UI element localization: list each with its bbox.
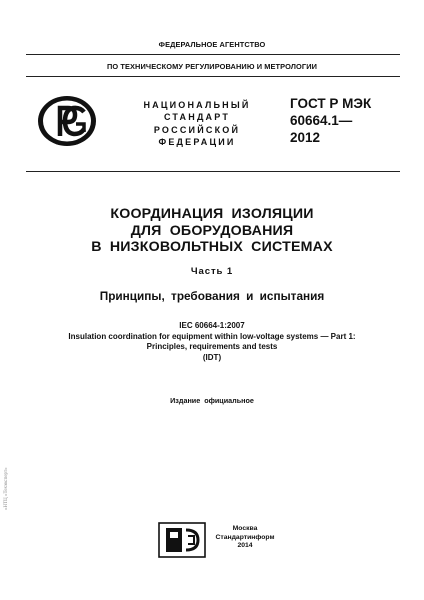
header-divider-top	[26, 54, 400, 55]
standard-type-line1: НАЦИОНАЛЬНЫЙ	[143, 100, 251, 110]
title-line2: ДЛЯ ОБОРУДОВАНИЯ	[130, 222, 294, 239]
publisher-name: Стандартинформ	[215, 533, 275, 541]
publisher-block	[210, 525, 280, 551]
agency-name-line2: ПО ТЕХНИЧЕСКОМУ РЕГУЛИРОВАНИЮ И МЕТРОЛОГИИ	[106, 62, 318, 71]
publisher-year: 2014	[237, 542, 253, 550]
standard-type-block	[134, 99, 260, 149]
edition-label: Издание официальное	[170, 396, 254, 405]
document-title	[0, 206, 424, 256]
title-line3: В НИЗКОВОЛЬТНЫХ СИСТЕМАХ	[91, 239, 333, 255]
designation-divider	[26, 171, 400, 172]
rst-certification-emblem-icon	[36, 94, 98, 148]
iec-line1: IEC 60664-1:2007	[179, 321, 245, 330]
header-divider-bottom	[26, 76, 400, 77]
agency-name-line1: ФЕДЕРАЛЬНОЕ АГЕНТСТВО	[158, 40, 266, 49]
iec-line3: Principles, requirements and tests	[146, 342, 278, 352]
iec-line4: (IDT)	[202, 352, 222, 362]
designation-line3: 2012	[290, 130, 321, 145]
standartinform-logo-icon	[158, 522, 206, 558]
publisher-city: Москва	[232, 525, 258, 532]
standard-type-line4: ФЕДЕРАЦИИ	[158, 137, 236, 148]
standard-type-line2: СТАНДАРТ	[163, 112, 231, 123]
designation-line2: 60664.1—	[290, 113, 353, 128]
title-line1: КООРДИНАЦИЯ ИЗОЛЯЦИИ	[110, 206, 314, 222]
document-subtitle: Принципы, требования и испытания	[99, 289, 325, 303]
iec-line2: Insulation coordination for equipment within low-voltage systems — Part 1:	[68, 331, 356, 341]
side-watermark: «НТЦ «Техэксперт»	[4, 467, 9, 510]
standard-type-line3: РОССИЙСКОЙ	[153, 124, 241, 135]
iec-reference	[0, 321, 424, 363]
part-number: Часть 1	[190, 266, 234, 277]
designation-line1: ГОСТ Р МЭК	[290, 96, 372, 111]
standard-designation	[290, 95, 371, 146]
